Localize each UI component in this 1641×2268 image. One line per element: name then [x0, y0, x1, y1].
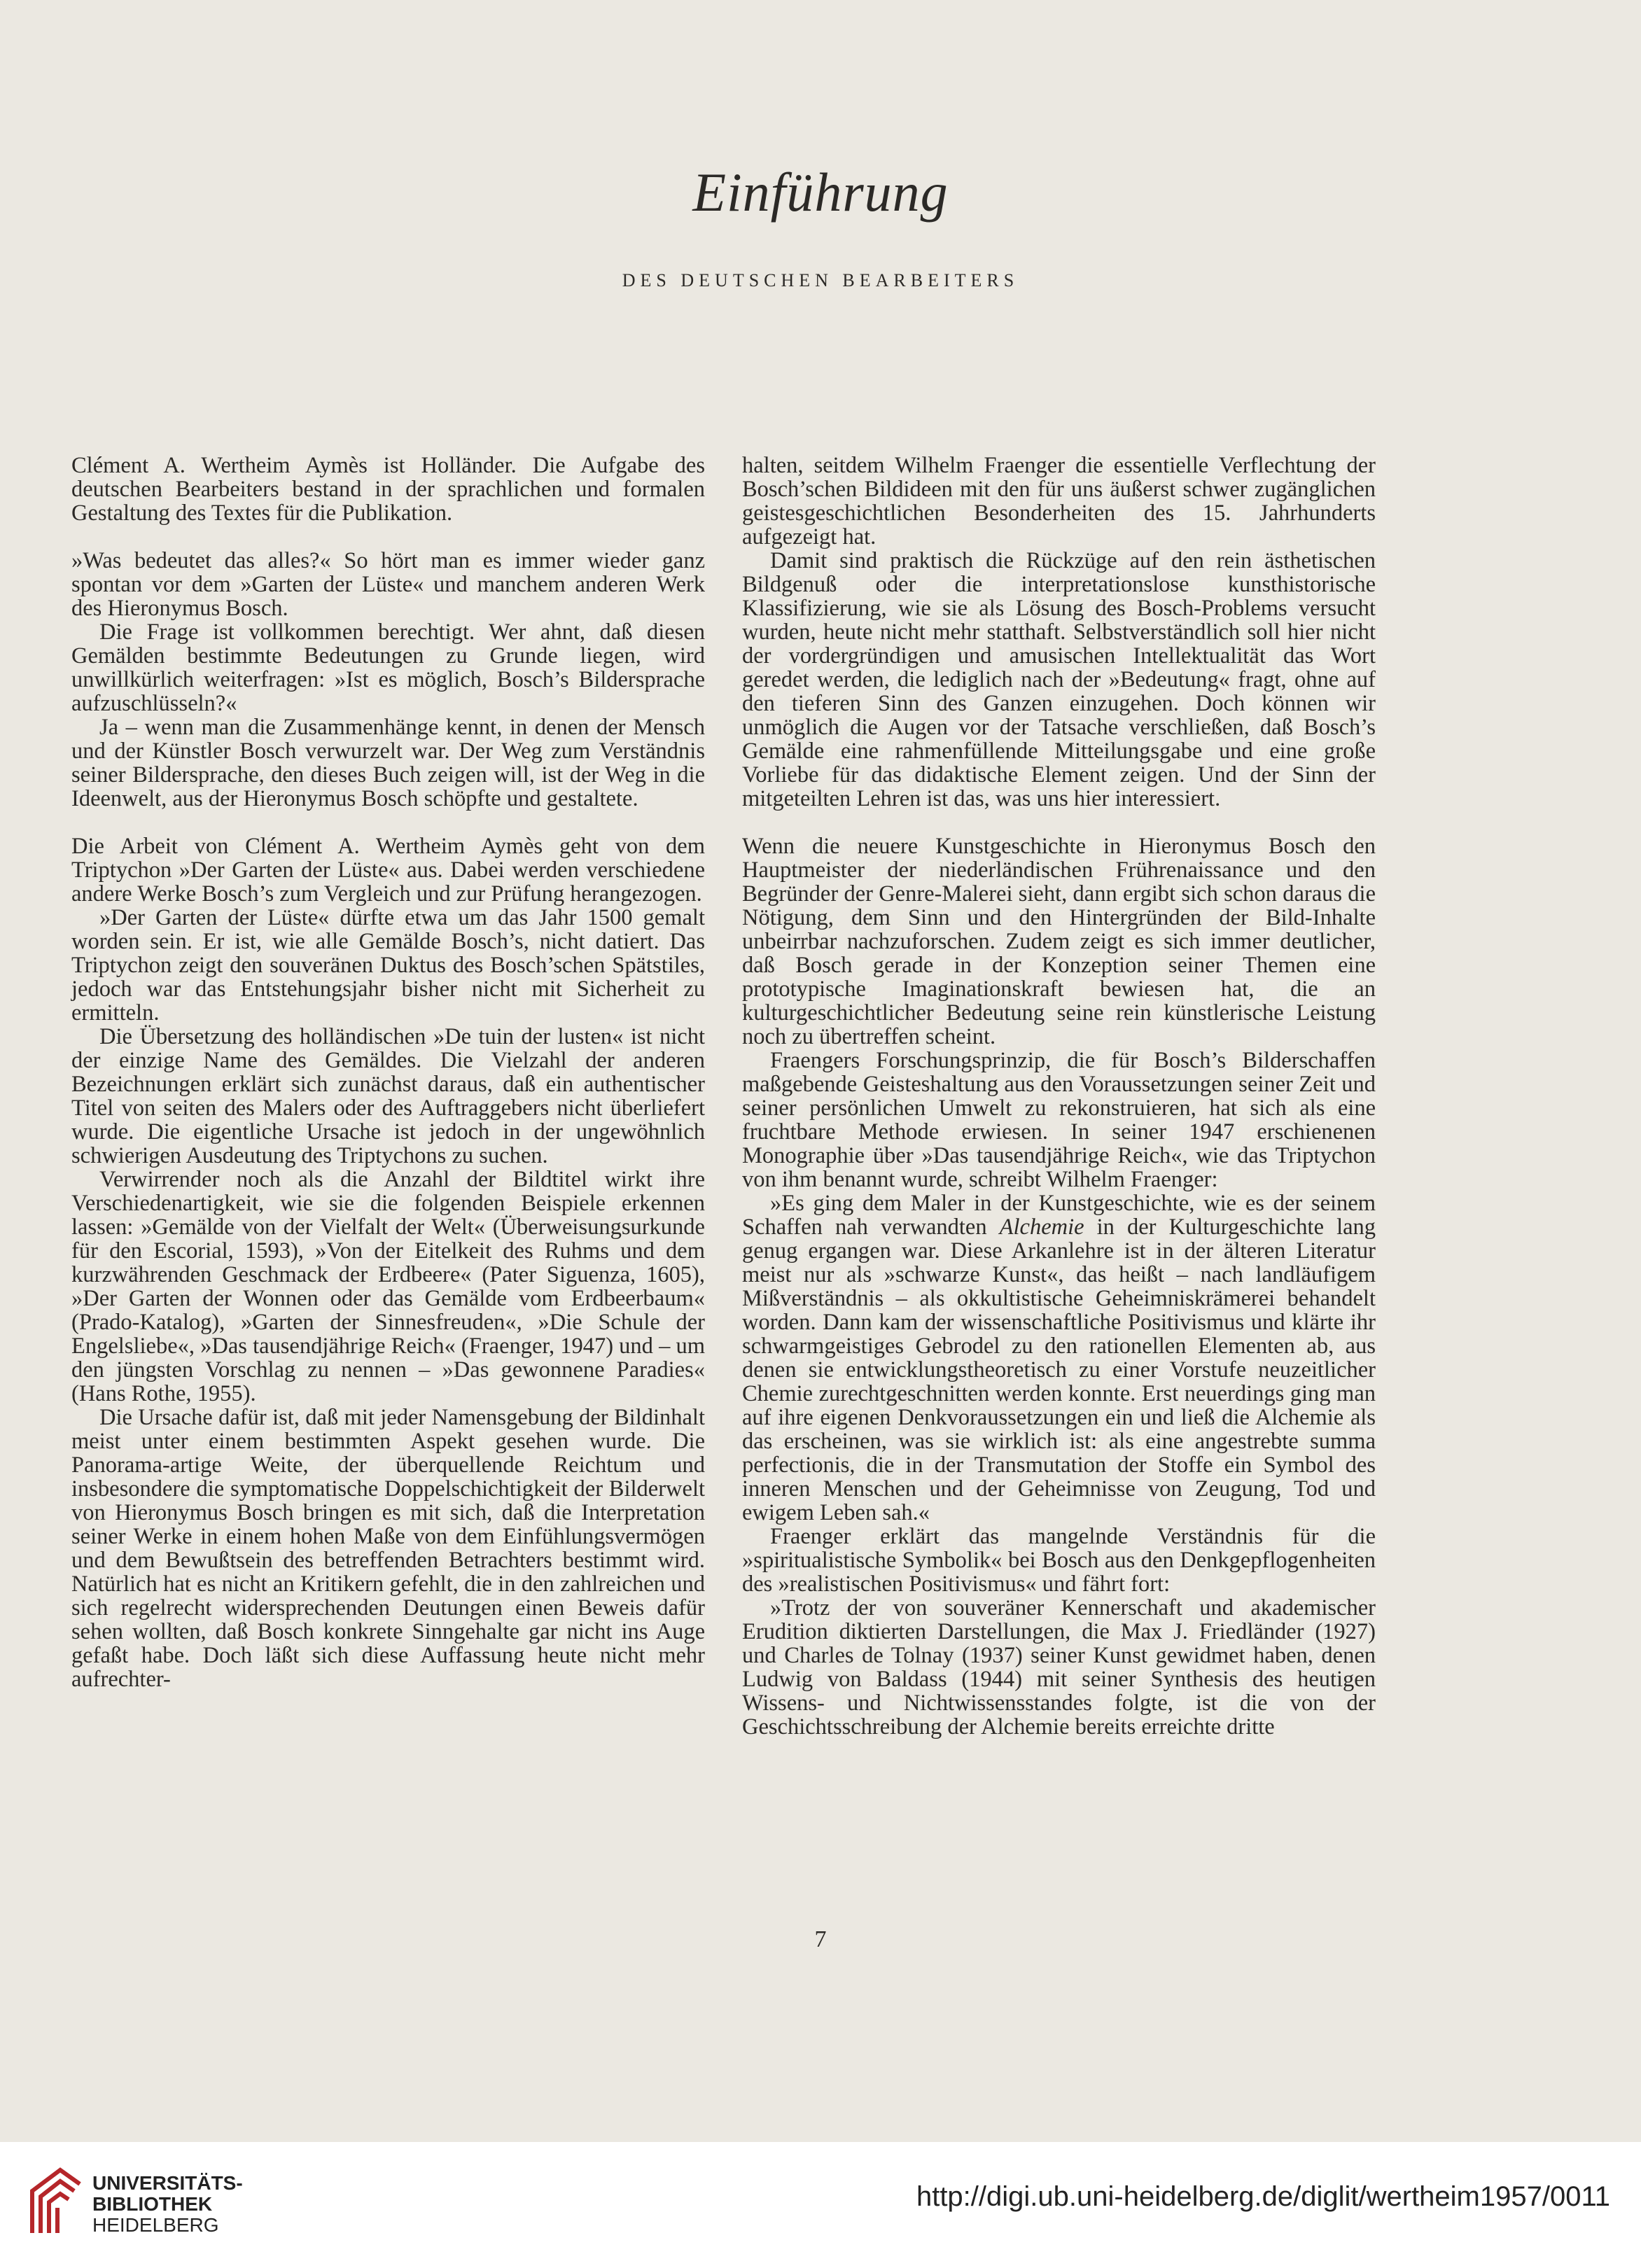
footer-bar — [0, 2142, 1641, 2268]
paragraph: Die Frage ist vollkommen berechtigt. Wer ahnt, daß diesen Gemälden bestimmte Bedeutungen zu Grunde liegen, wird unwillkürlich weiterfragen: »Ist es möglich, Bosch’s Bildersprache aufzuschlüsseln?« — [71, 620, 705, 716]
paragraph: »Was bedeutet das alles?« So hört man es immer wieder ganz spontan vor dem »Garten der Lüste« und manchem anderen Werk des Hieronymus Bosch. — [71, 548, 705, 621]
paragraph: »Der Garten der Lüste« dürfte etwa um das Jahr 1500 gemalt worden sein. Er ist, wie alle Gemälde Bosch’s, nicht datiert. Das Triptychon zeigt den souveränen Duktus des Bosch’schen Spätstiles, jedoch war das Entstehungsjahr bisher nicht mit Sicherheit zu ermitteln. — [71, 905, 705, 1026]
paragraph: Die Arbeit von Clément A. Wertheim Aymès geht von dem Triptychon »Der Garten der Lüste« aus. Dabei werden verschiedene andere Werke Bosch’s zum Vergleich und zur Prüfung herangezogen. — [71, 834, 705, 906]
right-text-column — [742, 454, 1376, 1739]
library-logo-icon — [25, 2163, 87, 2240]
paragraph: »Trotz der von souveräner Kennerschaft und akademischer Erudition diktierten Darstellungen, die Max J. Friedländer (1927) und Charles de Tolnay (1937) seiner Kunst gewidmet haben, denen Ludwig von Baldass (1944) mit seiner Synthesis des heutigen Wissens- und Nichtwissensstandes folgte, ist die von der Geschichtsschreibung der Alchemie bereits erreichte dritte — [742, 1595, 1376, 1740]
paragraph: Die Übersetzung des holländischen »De tuin der lusten« ist nicht der einzige Name des Gemäldes. Die Vielzahl der anderen Bezeichnungen erklärt sich zunächst daraus, daß ein authentischer Titel von seiten des Malers oder des Auftraggebers nicht überliefert wurde. Die eigentliche Ursache ist jedoch in der ungewöhnlich schwierigen Ausdeutung des Triptychons zu suchen. — [71, 1024, 705, 1168]
italic-term: Alchemie — [999, 1214, 1084, 1240]
paragraph: Ja – wenn man die Zusammenhänge kennt, in denen der Mensch und der Künstler Bosch verwurzelt war. Der Weg zum Verständnis seiner Bildersprache, den dieses Buch zeigen will, ist der Weg in die Ideenwelt, aus der Hieronymus Bosch schöpfte und gestaltete. — [71, 715, 705, 811]
quote-text: in der Kulturgeschichte lang genug ergangen war. Diese Arkanlehre ist in der älteren Literatur meist nur als »schwarze Kunst«, das heißt – nach landläufigem Mißverständnis – als okkultistische Geheimniskrämerei behandelt worden. Dann kam der wissenschaftliche Positivismus und klärte ihr schwarmgeistiges Gebrodel zu den rationellen Elementen ab, aus denen sie entwicklungstheoretisch zu einer Vorstufe neuzeitlicher Chemie zurechtgeschnitten werden konnte. Erst neuerdings ging man auf ihre eigenen Denkvoraussetzungen ein und ließ die Alchemie als das erscheinen, was sie wirklich ist: als eine angestrebte summa perfectionis, die in der Transmutation der Stoffe ein Symbol des inneren Menschen und der Geheimnisse von Zeugung, Tod und ewigem Leben sah.« — [742, 1214, 1376, 1525]
paragraph: Fraengers Forschungsprinzip, die für Bosch’s Bilderschaffen maßgebende Geisteshaltung aus den Voraussetzungen seiner Zeit und seiner persönlichen Umwelt zu rekonstruieren, hat sich als eine fruchtbare Methode erwiesen. In seiner 1947 erschienenen Monographie über »Das tausendjährige Reich«, wie das Triptychon von ihm benannt wurde, schreibt Wilhelm Fraenger: — [742, 1048, 1376, 1192]
quote-paragraph — [742, 1191, 1376, 1525]
paragraph: Clément A. Wertheim Aymès ist Holländer. Die Aufgabe des deutschen Bearbeiters bestand in der sprachlichen und formalen Gestaltung des Textes für die Publikation. — [71, 453, 705, 526]
paragraph: Die Ursache dafür ist, daß mit jeder Namensgebung der Bildinhalt meist unter einem bestimmten Aspekt gesehen wurde. Die Panorama-artige Weite, der überquellende Reichtum und insbesondere die symptomatische Doppelschichtigkeit der Bilderwelt von Hieronymus Bosch bringen es mit sich, daß die Interpretation seiner Werke in einem hohen Maße von dem Einfühlungsvermögen und dem Bewußtsein des betreffenden Betrachters bestimmt wird. Natürlich hat es nicht an Kritikern gefehlt, die in den zahlreichen und sich regelrecht widersprechenden Deutungen einen Beweis dafür sehen wollten, daß Bosch konkrete Sinngehalte gar nicht ins Auge gefaßt habe. Doch läßt sich diese Auffassung heute nicht mehr aufrechter- — [71, 1405, 705, 1692]
paragraph: Wenn die neuere Kunstgeschichte in Hieronymus Bosch den Hauptmeister der niederländischen Frührenaissance und den Begründer der Genre-Malerei sieht, dann ergibt sich schon daraus die Nötigung, dem Sinn und den Hintergründen der Bild-Inhalte unbeirrbar nachzuforschen. Zudem zeigt es sich immer deutlicher, daß Bosch gerade in der Konzeption seiner Themen eine prototypische Imaginationskraft bewiesen hat, die an kulturgeschichtlicher Bedeutung seine rein künstlerische Leistung noch zu übertreffen scheint. — [742, 834, 1376, 1049]
paragraph: halten, seitdem Wilhelm Fraenger die essentielle Verflechtung der Bosch’schen Bildideen mit den für uns äußerst schwer zugänglichen geistesgeschichtlichen Besonderheiten des 15. Jahrhunderts aufgezeigt hat. — [742, 453, 1376, 550]
paragraph: Damit sind praktisch die Rückzüge auf den rein ästhetischen Bildgenuß oder die interpretationslose kunsthistorische Klassifizierung, wie sie als Lösung des Bosch-Problems versucht wurden, heute nicht mehr statthaft. Selbstverständlich soll hier nicht der vordergründigen und amusischen Intellektualität das Wort geredet werden, die lediglich nach der »Bedeutung« fragt, ohne auf den tieferen Sinn des Ganzen einzugehen. Doch können wir unmöglich die Augen vor der Tatsache verschließen, daß Bosch’s Gemälde eine rahmenfüllende Mitteilungsgabe und eine große Vorliebe für das didaktische Element zeigen. Und der Sinn der mitgeteilten Lehren ist das, was uns hier interessiert. — [742, 548, 1376, 811]
source-url-link[interactable]: http://digi.ub.uni-heidelberg.de/diglit/wertheim1957/0011 — [916, 2181, 1610, 2212]
quote-text: »Es ging dem Maler in der Kunstgeschichte, wie es der seinem Schaffen nah verwandten — [742, 1191, 1376, 1240]
page-subtitle: DES DEUTSCHEN BEARBEITERS — [622, 270, 1019, 290]
library-name-line: BIBLIOTHEK — [92, 2193, 213, 2215]
paragraph: Verwirrender noch als die Anzahl der Bildtitel wirkt ihre Verschiedenartigkeit, wie sie die folgenden Beispiele erkennen lassen: »Gemälde von der Vielfalt der Welt« (Überweisungsurkunde für den Escorial, 1593), »Von der Eitelkeit des Ruhms und dem kurzwährenden Geschmack der Erdbeere« (Pater Siguenza, 1605), »Der Garten der Wonnen oder das Gemälde vom Erdbeerbaum« (Prado-Katalog), »Garten der Sinnesfreuden«, »Die Schule der Engelsliebe«, »Das tausendjährige Reich« (Fraenger, 1947) und – um den jüngsten Vorschlag zu nennen – »Das gewonnene Paradies« (Hans Rothe, 1955). — [71, 1167, 705, 1406]
library-name-line: UNIVERSITÄTS- — [92, 2172, 243, 2194]
page-number: 7 — [814, 1926, 827, 1952]
library-name — [92, 2173, 243, 2236]
page-title: Einführung — [692, 162, 949, 223]
left-text-column — [71, 454, 705, 1691]
paragraph: Fraenger erklärt das mangelnde Verständnis für die »spiritualistische Symbolik« bei Bosch aus den Denkgepflogenheiten des »realistischen Positivismus« und fährt fort: — [742, 1524, 1376, 1597]
library-name-line: HEIDELBERG — [92, 2214, 219, 2236]
